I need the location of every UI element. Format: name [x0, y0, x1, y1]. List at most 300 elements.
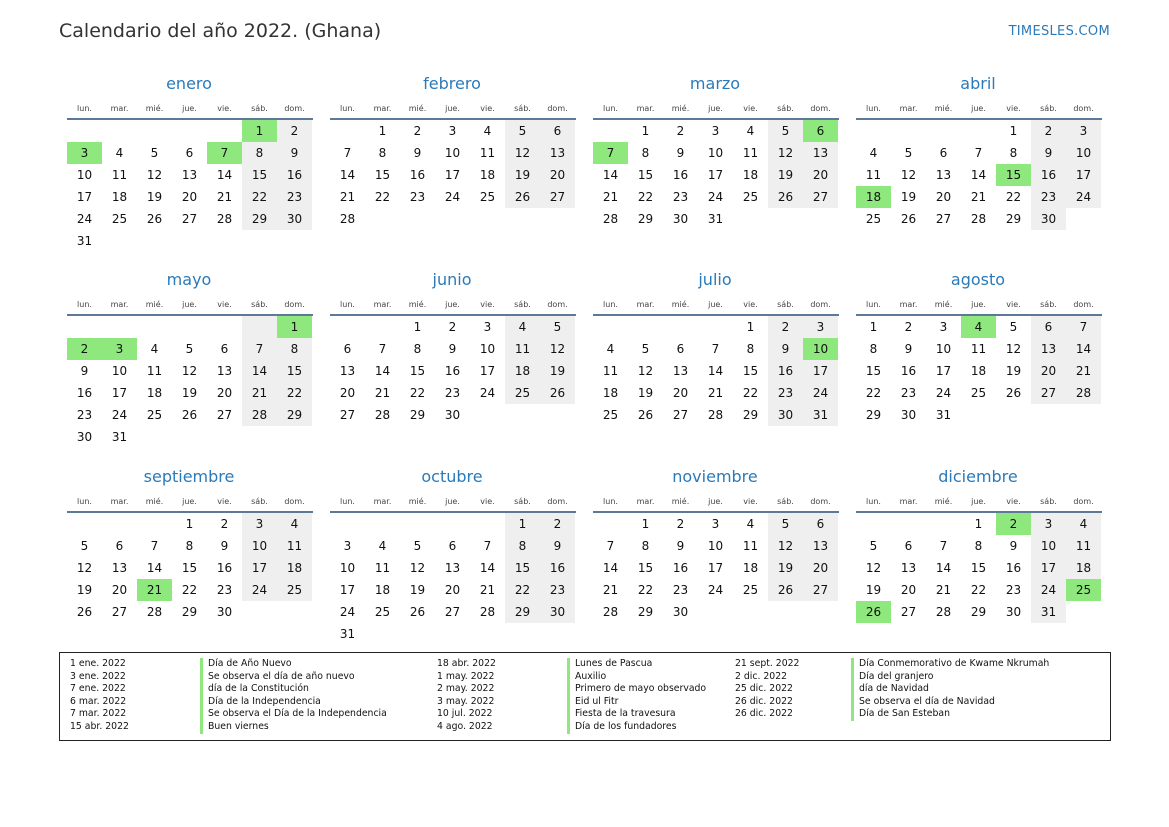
- day-cell[interactable]: 1: [869, 320, 878, 334]
- day-cell[interactable]: 26: [637, 408, 654, 422]
- day-cell[interactable]: 17: [479, 364, 496, 378]
- day-cell[interactable]: 1: [378, 124, 387, 138]
- holiday-day-cell[interactable]: 10: [803, 338, 838, 360]
- day-cell[interactable]: 28: [1066, 382, 1101, 404]
- day-cell[interactable]: 1: [505, 513, 540, 535]
- day-cell[interactable]: 10: [935, 342, 952, 356]
- day-cell[interactable]: 15: [637, 168, 654, 182]
- day-cell[interactable]: 25: [277, 579, 312, 601]
- day-cell[interactable]: 10: [707, 146, 724, 160]
- day-cell[interactable]: 17: [935, 364, 952, 378]
- day-cell[interactable]: 26: [768, 186, 803, 208]
- day-cell[interactable]: 15: [505, 557, 540, 579]
- day-cell[interactable]: 29: [865, 408, 882, 422]
- day-cell[interactable]: 30: [277, 208, 312, 230]
- day-cell[interactable]: 20: [444, 583, 461, 597]
- day-cell[interactable]: 3: [803, 316, 838, 338]
- day-cell[interactable]: 13: [111, 561, 128, 575]
- day-cell[interactable]: 26: [1005, 386, 1022, 400]
- day-cell[interactable]: 6: [540, 120, 575, 142]
- day-cell[interactable]: 20: [216, 386, 233, 400]
- day-cell[interactable]: 7: [378, 342, 387, 356]
- day-cell[interactable]: 15: [742, 364, 759, 378]
- day-cell[interactable]: 8: [641, 539, 650, 553]
- day-cell[interactable]: 20: [900, 583, 917, 597]
- holiday-day-cell[interactable]: 2: [67, 338, 102, 360]
- day-cell[interactable]: 26: [181, 408, 198, 422]
- day-cell[interactable]: 27: [672, 408, 689, 422]
- day-cell[interactable]: 30: [540, 601, 575, 623]
- day-cell[interactable]: 4: [115, 146, 124, 160]
- day-cell[interactable]: 29: [242, 208, 277, 230]
- day-cell[interactable]: 14: [707, 364, 724, 378]
- day-cell[interactable]: 11: [111, 168, 128, 182]
- day-cell[interactable]: 8: [974, 539, 983, 553]
- day-cell[interactable]: 21: [216, 190, 233, 204]
- day-cell[interactable]: 20: [339, 386, 356, 400]
- day-cell[interactable]: 8: [277, 338, 312, 360]
- day-cell[interactable]: 21: [707, 386, 724, 400]
- holiday-day-cell[interactable]: 26: [856, 601, 891, 623]
- day-cell[interactable]: 8: [378, 146, 387, 160]
- day-cell[interactable]: 9: [413, 146, 422, 160]
- day-cell[interactable]: 6: [676, 342, 685, 356]
- day-cell[interactable]: 13: [216, 364, 233, 378]
- day-cell[interactable]: 6: [1031, 316, 1066, 338]
- day-cell[interactable]: 8: [505, 535, 540, 557]
- day-cell[interactable]: 2: [220, 517, 229, 531]
- day-cell[interactable]: 2: [413, 124, 422, 138]
- day-cell[interactable]: 11: [374, 561, 391, 575]
- day-cell[interactable]: 26: [76, 605, 93, 619]
- day-cell[interactable]: 21: [970, 190, 987, 204]
- day-cell[interactable]: 23: [216, 583, 233, 597]
- day-cell[interactable]: 23: [672, 190, 689, 204]
- day-cell[interactable]: 22: [742, 386, 759, 400]
- day-cell[interactable]: 22: [970, 583, 987, 597]
- day-cell[interactable]: 25: [111, 212, 128, 226]
- day-cell[interactable]: 29: [181, 605, 198, 619]
- day-cell[interactable]: 11: [970, 342, 987, 356]
- holiday-day-cell[interactable]: 1: [242, 120, 277, 142]
- day-cell[interactable]: 15: [277, 360, 312, 382]
- day-cell[interactable]: 22: [865, 386, 882, 400]
- day-cell[interactable]: 27: [540, 186, 575, 208]
- day-cell[interactable]: 25: [602, 408, 619, 422]
- day-cell[interactable]: 16: [672, 168, 689, 182]
- day-cell[interactable]: 7: [606, 539, 615, 553]
- day-cell[interactable]: 2: [448, 320, 457, 334]
- day-cell[interactable]: 13: [900, 561, 917, 575]
- day-cell[interactable]: 2: [768, 316, 803, 338]
- day-cell[interactable]: 22: [242, 186, 277, 208]
- day-cell[interactable]: 30: [768, 404, 803, 426]
- day-cell[interactable]: 30: [672, 212, 689, 226]
- day-cell[interactable]: 3: [1031, 513, 1066, 535]
- day-cell[interactable]: 16: [1005, 561, 1022, 575]
- day-cell[interactable]: 23: [76, 408, 93, 422]
- day-cell[interactable]: 3: [939, 320, 948, 334]
- day-cell[interactable]: 14: [602, 561, 619, 575]
- day-cell[interactable]: 31: [1031, 601, 1066, 623]
- day-cell[interactable]: 31: [76, 234, 93, 248]
- day-cell[interactable]: 20: [935, 190, 952, 204]
- day-cell[interactable]: 14: [970, 168, 987, 182]
- holiday-day-cell[interactable]: 18: [856, 186, 891, 208]
- day-cell[interactable]: 25: [742, 583, 759, 597]
- day-cell[interactable]: 14: [1066, 338, 1101, 360]
- day-cell[interactable]: 7: [150, 539, 159, 553]
- day-cell[interactable]: 19: [540, 360, 575, 382]
- day-cell[interactable]: 23: [672, 583, 689, 597]
- day-cell[interactable]: 2: [676, 517, 685, 531]
- holiday-day-cell[interactable]: 1: [277, 316, 312, 338]
- day-cell[interactable]: 29: [1005, 212, 1022, 226]
- day-cell[interactable]: 4: [1066, 513, 1101, 535]
- day-cell[interactable]: 13: [181, 168, 198, 182]
- day-cell[interactable]: 25: [374, 605, 391, 619]
- day-cell[interactable]: 18: [602, 386, 619, 400]
- day-cell[interactable]: 16: [409, 168, 426, 182]
- day-cell[interactable]: 19: [146, 190, 163, 204]
- day-cell[interactable]: 22: [505, 579, 540, 601]
- day-cell[interactable]: 29: [277, 404, 312, 426]
- day-cell[interactable]: 11: [742, 146, 759, 160]
- day-cell[interactable]: 4: [606, 342, 615, 356]
- day-cell[interactable]: 20: [803, 557, 838, 579]
- day-cell[interactable]: 17: [444, 168, 461, 182]
- day-cell[interactable]: 1: [974, 517, 983, 531]
- day-cell[interactable]: 1: [641, 124, 650, 138]
- day-cell[interactable]: 28: [374, 408, 391, 422]
- day-cell[interactable]: 5: [185, 342, 194, 356]
- day-cell[interactable]: 18: [742, 561, 759, 575]
- day-cell[interactable]: 17: [111, 386, 128, 400]
- day-cell[interactable]: 18: [742, 168, 759, 182]
- day-cell[interactable]: 5: [1009, 320, 1018, 334]
- day-cell[interactable]: 13: [672, 364, 689, 378]
- day-cell[interactable]: 2: [277, 120, 312, 142]
- day-cell[interactable]: 1: [185, 517, 194, 531]
- day-cell[interactable]: 16: [540, 557, 575, 579]
- day-cell[interactable]: 29: [742, 408, 759, 422]
- day-cell[interactable]: 28: [707, 408, 724, 422]
- day-cell[interactable]: 30: [1031, 208, 1066, 230]
- day-cell[interactable]: 14: [216, 168, 233, 182]
- day-cell[interactable]: 30: [216, 605, 233, 619]
- day-cell[interactable]: 5: [768, 120, 803, 142]
- day-cell[interactable]: 27: [900, 605, 917, 619]
- day-cell[interactable]: 4: [277, 513, 312, 535]
- day-cell[interactable]: 20: [540, 164, 575, 186]
- day-cell[interactable]: 9: [676, 539, 685, 553]
- day-cell[interactable]: 16: [1031, 164, 1066, 186]
- day-cell[interactable]: 19: [768, 557, 803, 579]
- day-cell[interactable]: 22: [181, 583, 198, 597]
- day-cell[interactable]: 16: [216, 561, 233, 575]
- day-cell[interactable]: 27: [803, 579, 838, 601]
- day-cell[interactable]: 17: [803, 360, 838, 382]
- day-cell[interactable]: 30: [76, 430, 93, 444]
- day-cell[interactable]: 19: [1005, 364, 1022, 378]
- day-cell[interactable]: 16: [900, 364, 917, 378]
- day-cell[interactable]: 1: [1009, 124, 1018, 138]
- day-cell[interactable]: 3: [711, 517, 720, 531]
- day-cell[interactable]: 29: [409, 408, 426, 422]
- day-cell[interactable]: 15: [409, 364, 426, 378]
- day-cell[interactable]: 30: [444, 408, 461, 422]
- day-cell[interactable]: 6: [185, 146, 194, 160]
- day-cell[interactable]: 18: [374, 583, 391, 597]
- day-cell[interactable]: 31: [707, 212, 724, 226]
- day-cell[interactable]: 17: [1031, 557, 1066, 579]
- day-cell[interactable]: 16: [444, 364, 461, 378]
- day-cell[interactable]: 24: [707, 190, 724, 204]
- day-cell[interactable]: 26: [505, 186, 540, 208]
- day-cell[interactable]: 4: [746, 517, 755, 531]
- day-cell[interactable]: 15: [242, 164, 277, 186]
- day-cell[interactable]: 24: [111, 408, 128, 422]
- day-cell[interactable]: 4: [505, 316, 540, 338]
- day-cell[interactable]: 26: [540, 382, 575, 404]
- day-cell[interactable]: 3: [711, 124, 720, 138]
- day-cell[interactable]: 25: [742, 190, 759, 204]
- day-cell[interactable]: 2: [1031, 120, 1066, 142]
- day-cell[interactable]: 26: [768, 579, 803, 601]
- day-cell[interactable]: 9: [448, 342, 457, 356]
- day-cell[interactable]: 24: [444, 190, 461, 204]
- day-cell[interactable]: 27: [111, 605, 128, 619]
- day-cell[interactable]: 25: [146, 408, 163, 422]
- day-cell[interactable]: 10: [707, 539, 724, 553]
- day-cell[interactable]: 21: [339, 190, 356, 204]
- day-cell[interactable]: 29: [970, 605, 987, 619]
- day-cell[interactable]: 23: [1031, 186, 1066, 208]
- day-cell[interactable]: 5: [150, 146, 159, 160]
- day-cell[interactable]: 26: [146, 212, 163, 226]
- day-cell[interactable]: 14: [242, 360, 277, 382]
- day-cell[interactable]: 14: [374, 364, 391, 378]
- day-cell[interactable]: 20: [1031, 360, 1066, 382]
- day-cell[interactable]: 28: [146, 605, 163, 619]
- holiday-day-cell[interactable]: 21: [137, 579, 172, 601]
- day-cell[interactable]: 26: [900, 212, 917, 226]
- day-cell[interactable]: 22: [409, 386, 426, 400]
- day-cell[interactable]: 9: [1031, 142, 1066, 164]
- day-cell[interactable]: 30: [900, 408, 917, 422]
- day-cell[interactable]: 5: [80, 539, 89, 553]
- day-cell[interactable]: 10: [479, 342, 496, 356]
- day-cell[interactable]: 6: [220, 342, 229, 356]
- day-cell[interactable]: 11: [479, 146, 496, 160]
- day-cell[interactable]: 29: [637, 212, 654, 226]
- day-cell[interactable]: 19: [181, 386, 198, 400]
- holiday-day-cell[interactable]: 3: [67, 142, 102, 164]
- day-cell[interactable]: 14: [602, 168, 619, 182]
- day-cell[interactable]: 24: [339, 605, 356, 619]
- day-cell[interactable]: 19: [900, 190, 917, 204]
- day-cell[interactable]: 23: [768, 382, 803, 404]
- day-cell[interactable]: 11: [742, 539, 759, 553]
- day-cell[interactable]: 29: [505, 601, 540, 623]
- day-cell[interactable]: 21: [1066, 360, 1101, 382]
- day-cell[interactable]: 27: [1031, 382, 1066, 404]
- day-cell[interactable]: 17: [76, 190, 93, 204]
- day-cell[interactable]: 14: [935, 561, 952, 575]
- day-cell[interactable]: 5: [768, 513, 803, 535]
- day-cell[interactable]: 17: [242, 557, 277, 579]
- holiday-day-cell[interactable]: 4: [961, 316, 996, 338]
- day-cell[interactable]: 5: [904, 146, 913, 160]
- day-cell[interactable]: 12: [76, 561, 93, 575]
- day-cell[interactable]: 23: [1005, 583, 1022, 597]
- day-cell[interactable]: 4: [483, 124, 492, 138]
- day-cell[interactable]: 28: [339, 212, 356, 226]
- day-cell[interactable]: 8: [641, 146, 650, 160]
- day-cell[interactable]: 28: [602, 212, 619, 226]
- day-cell[interactable]: 6: [115, 539, 124, 553]
- day-cell[interactable]: 12: [768, 142, 803, 164]
- day-cell[interactable]: 23: [444, 386, 461, 400]
- day-cell[interactable]: 12: [146, 168, 163, 182]
- day-cell[interactable]: 30: [1005, 605, 1022, 619]
- day-cell[interactable]: 9: [1009, 539, 1018, 553]
- day-cell[interactable]: 20: [672, 386, 689, 400]
- day-cell[interactable]: 15: [970, 561, 987, 575]
- day-cell[interactable]: 18: [146, 386, 163, 400]
- day-cell[interactable]: 6: [448, 539, 457, 553]
- day-cell[interactable]: 19: [768, 164, 803, 186]
- day-cell[interactable]: 9: [676, 146, 685, 160]
- day-cell[interactable]: 12: [409, 561, 426, 575]
- day-cell[interactable]: 12: [181, 364, 198, 378]
- day-cell[interactable]: 8: [869, 342, 878, 356]
- day-cell[interactable]: 2: [676, 124, 685, 138]
- day-cell[interactable]: 7: [711, 342, 720, 356]
- day-cell[interactable]: 25: [505, 382, 540, 404]
- day-cell[interactable]: 6: [343, 342, 352, 356]
- day-cell[interactable]: 3: [242, 513, 277, 535]
- day-cell[interactable]: 8: [1009, 146, 1018, 160]
- day-cell[interactable]: 27: [935, 212, 952, 226]
- day-cell[interactable]: 11: [865, 168, 882, 182]
- day-cell[interactable]: 24: [242, 579, 277, 601]
- day-cell[interactable]: 7: [343, 146, 352, 160]
- day-cell[interactable]: 1: [641, 517, 650, 531]
- holiday-day-cell[interactable]: 2: [996, 513, 1031, 535]
- day-cell[interactable]: 18: [970, 364, 987, 378]
- day-cell[interactable]: 10: [444, 146, 461, 160]
- day-cell[interactable]: 20: [803, 164, 838, 186]
- day-cell[interactable]: 12: [1005, 342, 1022, 356]
- day-cell[interactable]: 13: [339, 364, 356, 378]
- day-cell[interactable]: 9: [80, 364, 89, 378]
- day-cell[interactable]: 28: [602, 605, 619, 619]
- day-cell[interactable]: 5: [505, 120, 540, 142]
- day-cell[interactable]: 4: [150, 342, 159, 356]
- day-cell[interactable]: 27: [803, 186, 838, 208]
- day-cell[interactable]: 23: [409, 190, 426, 204]
- day-cell[interactable]: 18: [505, 360, 540, 382]
- day-cell[interactable]: 18: [479, 168, 496, 182]
- day-cell[interactable]: 24: [707, 583, 724, 597]
- day-cell[interactable]: 21: [602, 190, 619, 204]
- day-cell[interactable]: 17: [707, 561, 724, 575]
- day-cell[interactable]: 13: [444, 561, 461, 575]
- day-cell[interactable]: 5: [540, 316, 575, 338]
- day-cell[interactable]: 19: [637, 386, 654, 400]
- day-cell[interactable]: 16: [672, 561, 689, 575]
- day-cell[interactable]: 25: [865, 212, 882, 226]
- day-cell[interactable]: 5: [413, 539, 422, 553]
- day-cell[interactable]: 16: [76, 386, 93, 400]
- day-cell[interactable]: 20: [111, 583, 128, 597]
- day-cell[interactable]: 31: [803, 404, 838, 426]
- day-cell[interactable]: 3: [1066, 120, 1101, 142]
- day-cell[interactable]: 12: [900, 168, 917, 182]
- day-cell[interactable]: 10: [1066, 142, 1101, 164]
- day-cell[interactable]: 11: [505, 338, 540, 360]
- day-cell[interactable]: 2: [540, 513, 575, 535]
- day-cell[interactable]: 10: [339, 561, 356, 575]
- day-cell[interactable]: 24: [803, 382, 838, 404]
- day-cell[interactable]: 2: [904, 320, 913, 334]
- day-cell[interactable]: 30: [672, 605, 689, 619]
- day-cell[interactable]: 21: [374, 386, 391, 400]
- day-cell[interactable]: 14: [146, 561, 163, 575]
- day-cell[interactable]: 11: [1066, 535, 1101, 557]
- day-cell[interactable]: 12: [637, 364, 654, 378]
- day-cell[interactable]: 8: [242, 142, 277, 164]
- day-cell[interactable]: 7: [939, 539, 948, 553]
- day-cell[interactable]: 9: [540, 535, 575, 557]
- day-cell[interactable]: 16: [277, 164, 312, 186]
- day-cell[interactable]: 10: [242, 535, 277, 557]
- day-cell[interactable]: 12: [540, 338, 575, 360]
- day-cell[interactable]: 18: [277, 557, 312, 579]
- day-cell[interactable]: 31: [339, 627, 356, 641]
- day-cell[interactable]: 17: [707, 168, 724, 182]
- day-cell[interactable]: 1: [413, 320, 422, 334]
- day-cell[interactable]: 13: [540, 142, 575, 164]
- day-cell[interactable]: 12: [768, 535, 803, 557]
- day-cell[interactable]: 11: [602, 364, 619, 378]
- day-cell[interactable]: 9: [768, 338, 803, 360]
- day-cell[interactable]: 9: [220, 539, 229, 553]
- day-cell[interactable]: 21: [602, 583, 619, 597]
- day-cell[interactable]: 27: [444, 605, 461, 619]
- day-cell[interactable]: 3: [483, 320, 492, 334]
- day-cell[interactable]: 11: [146, 364, 163, 378]
- day-cell[interactable]: 12: [505, 142, 540, 164]
- day-cell[interactable]: 22: [277, 382, 312, 404]
- day-cell[interactable]: 12: [865, 561, 882, 575]
- day-cell[interactable]: 5: [869, 539, 878, 553]
- day-cell[interactable]: 25: [970, 386, 987, 400]
- day-cell[interactable]: 23: [540, 579, 575, 601]
- day-cell[interactable]: 22: [1005, 190, 1022, 204]
- day-cell[interactable]: 27: [339, 408, 356, 422]
- day-cell[interactable]: 15: [637, 561, 654, 575]
- day-cell[interactable]: 28: [216, 212, 233, 226]
- day-cell[interactable]: 17: [339, 583, 356, 597]
- day-cell[interactable]: 13: [803, 142, 838, 164]
- day-cell[interactable]: 21: [479, 583, 496, 597]
- day-cell[interactable]: 25: [479, 190, 496, 204]
- day-cell[interactable]: 10: [1031, 535, 1066, 557]
- day-cell[interactable]: 21: [935, 583, 952, 597]
- day-cell[interactable]: 6: [803, 513, 838, 535]
